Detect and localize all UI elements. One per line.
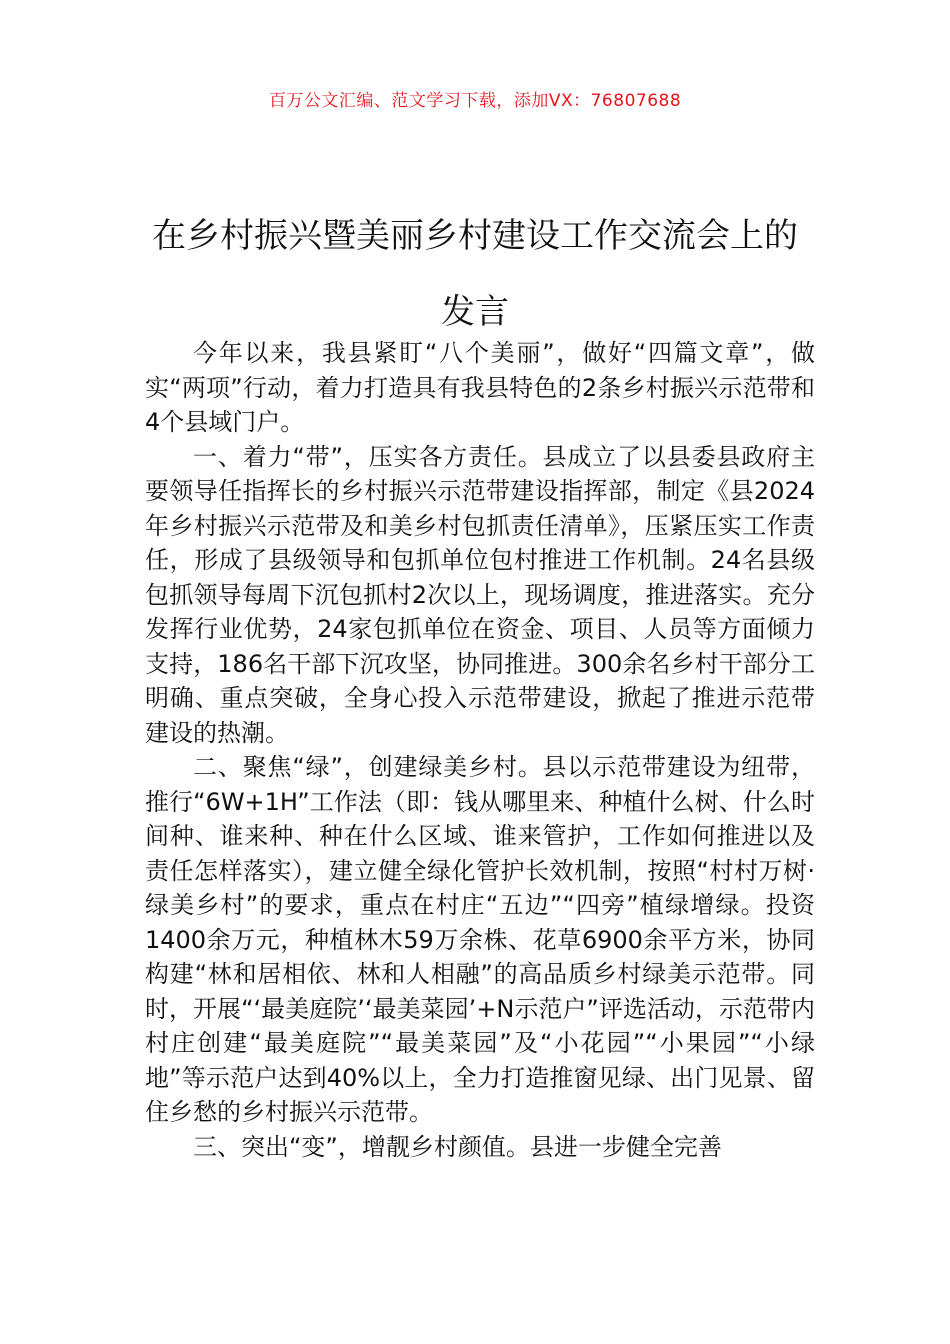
document-body — [145, 336, 815, 1164]
header-watermark-note: 百万公文汇编、范文学习下载，添加VX：76807688 — [268, 91, 682, 111]
paragraph-section-3: 三、突出“变”，增靓乡村颜值。县进一步健全完善 — [193, 1132, 722, 1161]
paragraph-intro: 今年以来，我县紧盯“八个美丽”，做好“四篇文章”，做实“两项”行动，着力打造具有我县特色的2条乡村振兴示范带和4个县域门户。 — [145, 339, 815, 436]
document-title: 在乡村振兴暨美丽乡村建设工作交流会上的发言 — [152, 215, 798, 332]
paragraph-section-1: 一、着力“带”，压实各方责任。县成立了以县委县政府主要领导任指挥长的乡村振兴示范带建设指挥部，制定《县2024年乡村振兴示范带及和美乡村包抓责任清单》，压紧压实工作责任，形成了县级领导和包抓单位包村推进工作机制。24名县级包抓领导每周下沉包抓村2次以上，现场调度，推进落实。充分发挥行业优势，24家包抓单位在资金、项目、人员等方面倾力支持，186名干部下沉攻坚，协同推进。300余名乡村干部分工明确、重点突破，全身心投入示范带建设，掀起了推进示范带建设的热潮。 — [145, 442, 815, 747]
paragraph-section-2: 二、聚焦“绿”，创建绿美乡村。县以示范带建设为纽带，推行“6W+1H”工作法（即：钱从哪里来、种植什么树、什么时间种、谁来种、种在什么区域、谁来管护，工作如何推进以及责任怎样落实），建立健全绿化管护长效机制，按照“村村万树·绿美乡村”的要求，重点在村庄“五边”“四旁”植绿增绿。投资1400余万元，种植林木59万余株、花草6900余平方米，协同构建“林和居相依、林和人相融”的高品质乡村绿美示范带。同时，开展“‘最美庭院’‘最美菜园’+N示范户”评选活动，示范带内村庄创建“最美庭院”“最美菜园”及“小花园”“小果园”“小绿地”等示范户达到40%以上，全力打造推窗见绿、出门见景、留住乡愁的乡村振兴示范带。 — [145, 753, 815, 1126]
